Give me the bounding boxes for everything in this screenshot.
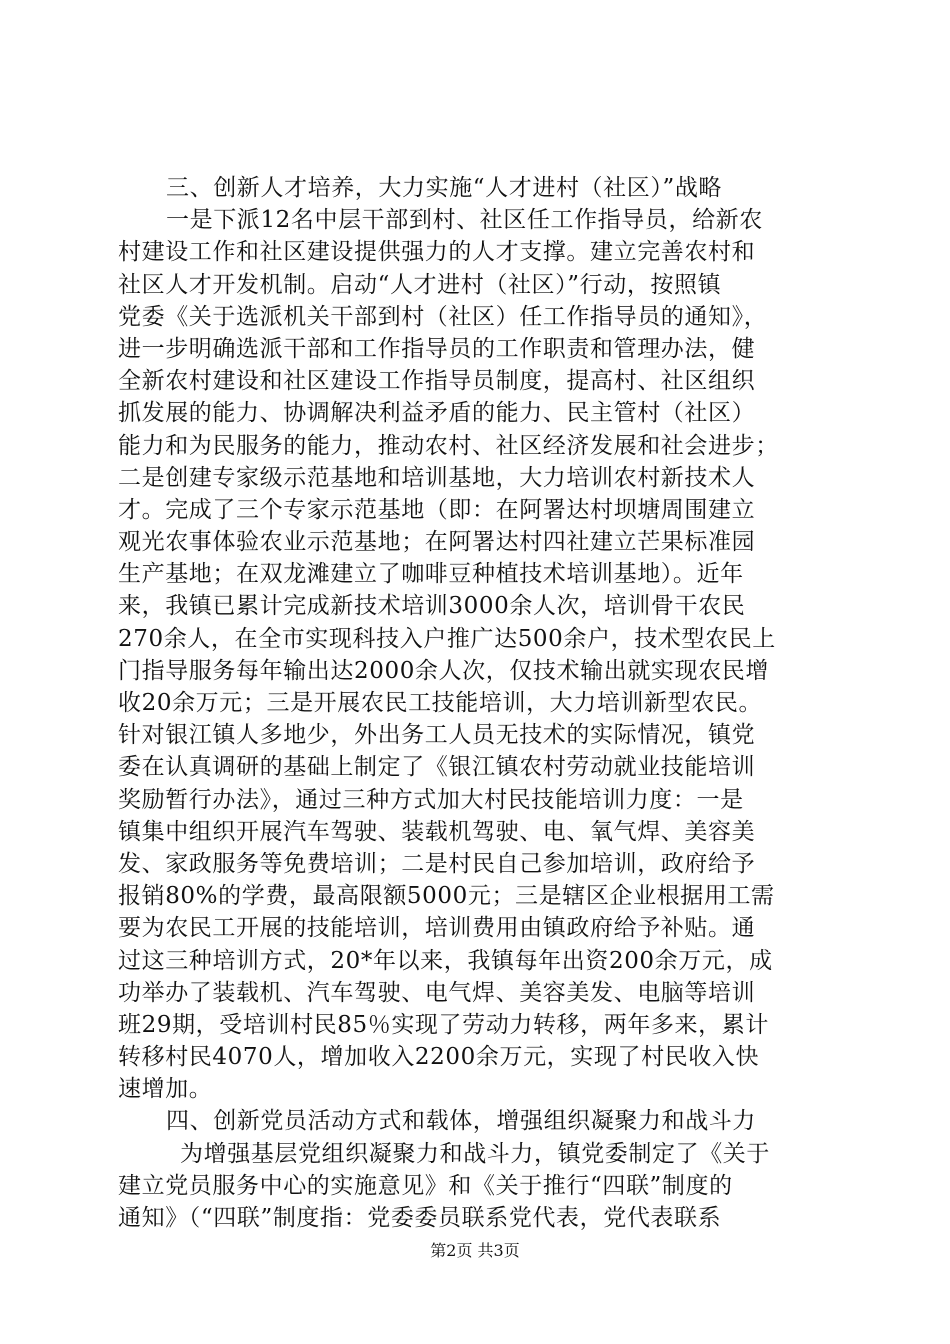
section-heading-4: 四、创新党员活动方式和载体，增强组织凝聚力和战斗力 (166, 1108, 756, 1135)
paragraph-line: 观光农事体验农业示范基地；在阿署达村四社建立芒果标准园 (118, 529, 756, 556)
page-number-label: 第2页 共3页 (430, 1241, 520, 1260)
paragraph-line: 速增加。 (118, 1076, 213, 1103)
paragraph-line: 收20余万元；三是开展农民工技能培训，大力培训新型农民。 (118, 690, 763, 716)
section-heading-3: 三、创新人才培养，大力实施“人才进村（社区）”战略 (166, 175, 723, 201)
paragraph-line: 全新农村建设和社区建设工作指导员制度，提高村、社区组织 (118, 368, 756, 395)
paragraph-line: 才。完成了三个专家示范基地（即：在阿署达村坝塘周围建立 (118, 496, 756, 523)
paragraph-line: 来，我镇已累计完成新技术培训3000余人次，培训骨干农民 (118, 593, 746, 620)
paragraph-line: 为增强基层党组织凝聚力和战斗力，镇党委制定了《关于 (180, 1140, 770, 1167)
paragraph-line: 发、家政服务等免费培训；二是村民自己参加培训，政府给予 (118, 850, 756, 877)
paragraph-line: 生产基地；在双龙滩建立了咖啡豆种植技术培训基地）。近年 (118, 561, 744, 588)
paragraph-line: 镇集中组织开展汽车驾驶、装载机驾驶、电、氧气焊、美容美 (118, 818, 756, 845)
paragraph-line: 建立党员服务中心的实施意见》和《关于推行“四联”制度的 (118, 1172, 733, 1199)
page-footer (0, 1241, 950, 1261)
paragraph-line: 抓发展的能力、协调解决利益矛盾的能力、民主管村（社区） (118, 400, 756, 427)
paragraph-line: 党委《关于选派机关干部到村（社区）任工作指导员的通知》， (118, 303, 768, 330)
paragraph-line: 奖励暂行办法》，通过三种方式加大村民技能培训力度：一是 (118, 786, 744, 813)
paragraph-line: 社区人才开发机制。启动“人才进村（社区）”行动，按照镇 (118, 271, 722, 298)
paragraph-line: 通知》（“四联”制度指：党委委员联系党代表，党代表联系 (118, 1205, 722, 1231)
paragraph-line: 门指导服务每年输出达2000余人次，仅技术输出就实现农民增 (118, 657, 769, 684)
paragraph-line: 报销80%的学费，最高限额5000元；三是辖区企业根据用工需 (118, 883, 775, 910)
paragraph-line: 进一步明确选派干部和工作指导员的工作职责和管理办法，健 (118, 335, 756, 362)
paragraph-line: 270余人，在全市实现科技入户推广达500余户，技术型农民上 (118, 625, 776, 652)
paragraph-line: 一是下派12名中层干部到村、社区任工作指导员，给新农 (166, 207, 763, 234)
paragraph-line: 转移村民4070人，增加收入2200余万元，实现了村民收入快 (118, 1044, 760, 1071)
paragraph-line: 二是创建专家级示范基地和培训基地，大力培训农村新技术人 (118, 464, 756, 491)
paragraph-line: 班29期，受培训村民85％实现了劳动力转移，两年多来，累计 (118, 1011, 769, 1038)
paragraph-line: 过这三种培训方式，20*年以来，我镇每年出资200余万元，成 (118, 947, 773, 974)
paragraph-line: 委在认真调研的基础上制定了《银江镇农村劳动就业技能培训 (118, 754, 756, 781)
paragraph-line: 能力和为民服务的能力，推动农村、社区经济发展和社会进步； (118, 432, 779, 459)
paragraph-line: 村建设工作和社区建设提供强力的人才支撑。建立完善农村和 (118, 239, 756, 266)
document-body (118, 172, 838, 1234)
paragraph-line: 功举办了装载机、汽车驾驶、电气焊、美容美发、电脑等培训 (118, 979, 756, 1006)
paragraph-line: 要为农民工开展的技能培训，培训费用由镇政府给予补贴。通 (118, 915, 756, 942)
paragraph-line: 针对银江镇人多地少，外出务工人员无技术的实际情况，镇党 (118, 722, 756, 749)
